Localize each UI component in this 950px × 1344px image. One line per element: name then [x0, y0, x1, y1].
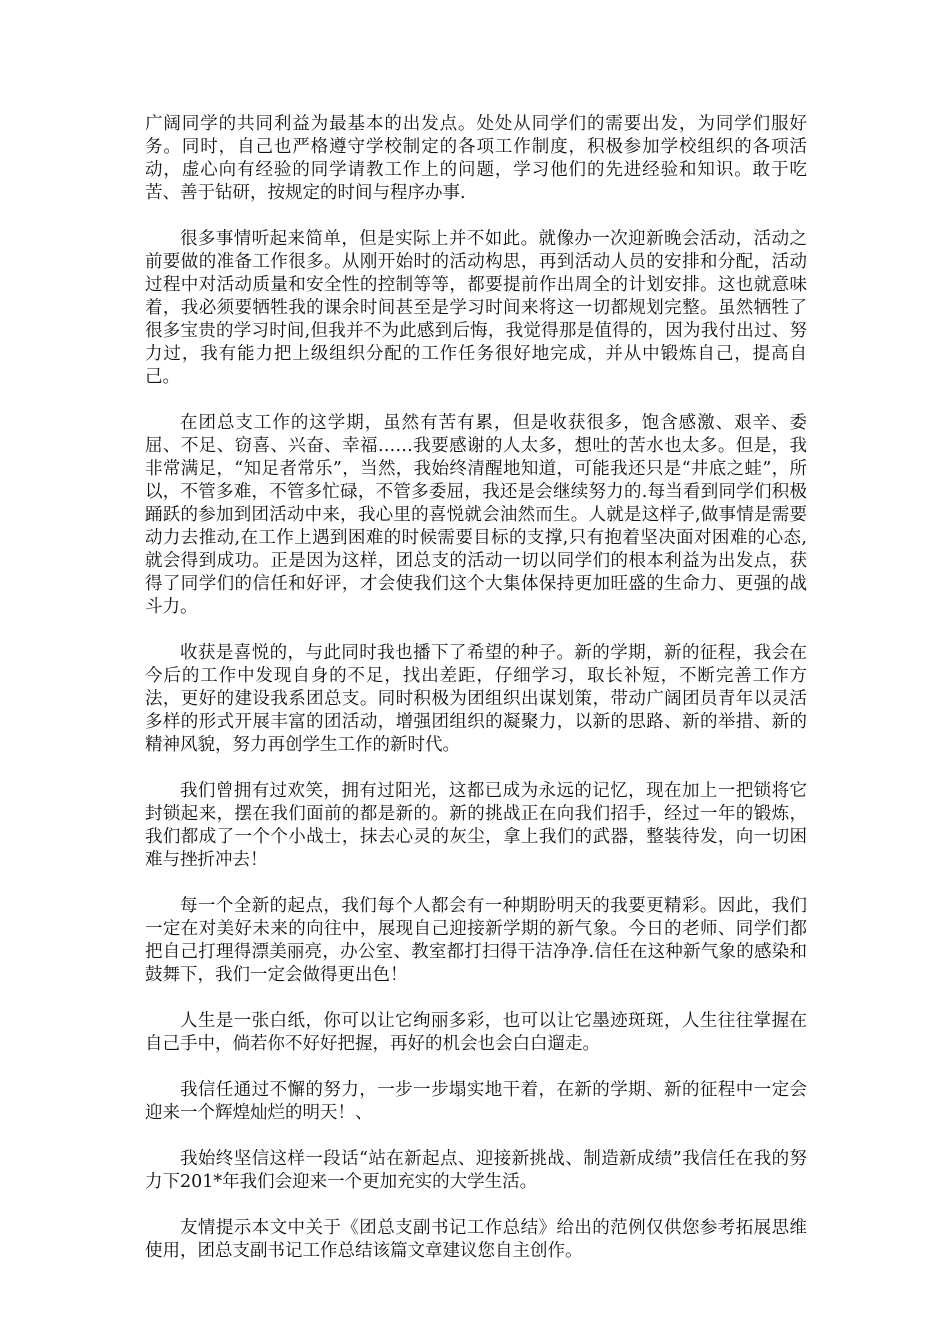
paragraph-1: 广阔同学的共同利益为最基本的出发点。处处从同学们的需要出发，为同学们服好务。同时，自己也严格遵守学校制定的各项工作制度，积极参加学校组织的各项活动，虚心向有经验的同学请教工作上的问题，学习他们的先进经验和知识。敢于吃苦、善于钻研，按规定的时间与程序办事.: [145, 114, 807, 203]
paragraph-6: 每一个全新的起点，我们每个人都会有一种期盼明天的我要更精彩。因此，我们一定在对美好未来的向往中，展现自己迎接新学期的新气象。今日的老师、同学们都把自己打理得漂美丽亮，办公室、教室都打扫得干洁净净.信任在这种新气象的感染和鼓舞下，我们一定会做得更出色！: [145, 896, 807, 985]
paragraph-8: 我信任通过不懈的努力，一步一步塌实地干着，在新的学期、新的征程中一定会迎来一个辉煌灿烂的明天！、: [145, 1080, 807, 1123]
paragraph-7: 人生是一张白纸，你可以让它绚丽多彩，也可以让它墨迹斑斑，人生往往掌握在自己手中，倘若你不好好把握，再好的机会也会白白遛走。: [145, 1011, 807, 1054]
paragraph-5: 我们曾拥有过欢笑，拥有过阳光，这都已成为永远的记忆，现在加上一把锁将它封锁起来，摆在我们面前的都是新的。新的挑战正在向我们招手，经过一年的锻炼，我们都成了一个个小战士，抹去心灵的灰尘，拿上我们的武器，整装待发，向一切困难与挫折冲去！: [145, 781, 807, 870]
document-body: [145, 113, 807, 1286]
paragraph-2: 很多事情听起来简单，但是实际上并不如此。就像办一次迎新晚会活动，活动之前要做的准备工作很多。从刚开始时的活动构思，再到活动人员的安排和分配，活动过程中对活动质量和安全性的控制等等，都要提前作出周全的计划安排。这也就意味着，我必须要牺牲我的课余时间甚至是学习时间来将这一切都规划完整。虽然牺牲了很多宝贵的学习时间,但我并不为此感到后悔，我觉得那是值得的，因为我付出过、努力过，我有能力把上级组织分配的工作任务很好地完成，并从中锻炼自己，提高自己。: [145, 229, 807, 387]
paragraph-9: 我始终坚信这样一段话“站在新起点、迎接新挑战、制造新成绩”我信任在我的努力下201*年我们会迎来一个更加充实的大学生活。: [145, 1149, 807, 1192]
paragraph-10: 友情提示本文中关于《团总支副书记工作总结》给出的范例仅供您参考拓展思维使用，团总支副书记工作总结该篇文章建议您自主创作。: [145, 1218, 807, 1261]
paragraph-4: 收获是喜悦的，与此同时我也播下了希望的种子。新的学期，新的征程，我会在今后的工作中发现自身的不足，找出差距，仔细学习，取长补短，不断完善工作方法，更好的建设我系团总支。同时积极为团组织出谋划策，带动广阔团员青年以灵活多样的形式开展丰富的团活动，增强团组织的凝聚力，以新的思路、新的举措、新的精神风貌，努力再创学生工作的新时代。: [145, 643, 807, 755]
paragraph-3: 在团总支工作的这学期，虽然有苦有累，但是收获很多，饱含感激、艰辛、委屈、不足、窃喜、兴奋、幸福……我要感谢的人太多，想吐的苦水也太多。但是，我非常满足，“知足者常乐”，当然，我始终清醒地知道，可能我还只是“井底之蛙”，所以，不管多难，不管多忙碌，不管多委屈，我还是会继续努力的.每当看到同学们积极踊跃的参加到团活动中来，我心里的喜悦就会油然而生。人就是这样子,做事情是需要动力去推动,在工作上遇到困难的时候需要目标的支撑,只有抱着坚决面对困难的心态,就会得到成功。正是因为这样，团总支的活动一切以同学们的根本利益为出发点，获得了同学们的信任和好评，才会使我们这个大集体保持更加旺盛的生命力、更强的战斗力。: [145, 413, 807, 617]
